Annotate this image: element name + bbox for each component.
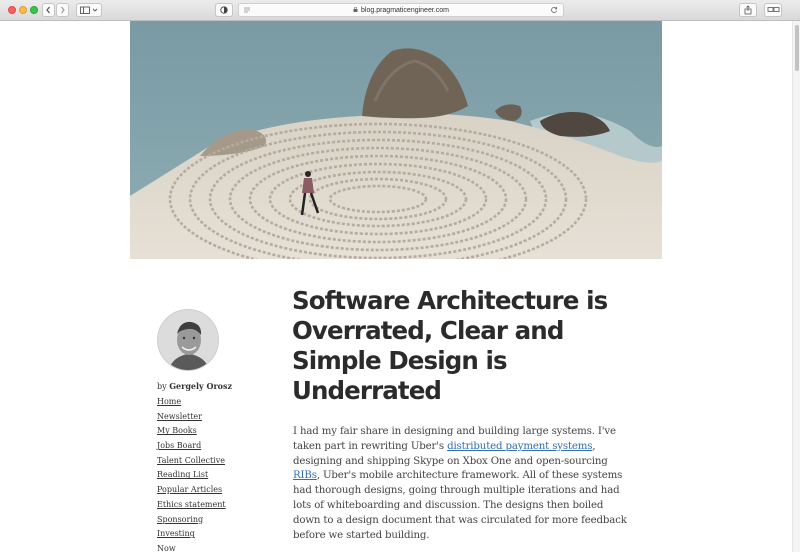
distributed-payment-systems-link[interactable]: distributed payment systems <box>447 440 593 452</box>
sidebar-nav <box>157 397 226 552</box>
share-icon <box>740 4 756 16</box>
article-paragraph <box>293 425 633 543</box>
ribs-link[interactable]: RIBs <box>293 470 317 482</box>
tabs-icon <box>765 4 781 16</box>
back-button[interactable] <box>42 3 55 17</box>
lock-icon <box>353 7 358 12</box>
nav-reading-list-link[interactable]: Reading List <box>157 470 209 480</box>
page-scrollbar[interactable] <box>792 21 800 552</box>
author-avatar[interactable] <box>157 309 219 371</box>
author-name[interactable]: Gergely Orosz <box>169 381 233 391</box>
scrollbar-thumb[interactable] <box>795 25 799 71</box>
chevron-left-icon <box>43 4 54 16</box>
nav-jobs-board-link[interactable]: Jobs Board <box>157 441 202 451</box>
reader-mode-button[interactable] <box>215 3 233 17</box>
nav-popular-articles-link[interactable]: Popular Articles <box>157 485 223 495</box>
paragraph-text: I had my fair share in designing and building large systems. I've taken part in rewriting Uber's <box>293 426 616 452</box>
privacy-shield-icon <box>216 4 232 16</box>
forward-button[interactable] <box>56 3 69 17</box>
reload-icon[interactable] <box>549 4 559 16</box>
zoom-window-button[interactable] <box>30 6 38 14</box>
close-window-button[interactable] <box>8 6 16 14</box>
hero-image <box>130 21 662 259</box>
url-text: blog.pragmaticengineer.com <box>361 7 449 14</box>
paragraph-text: , Uber's mobile architecture framework. All of these systems had thorough designs, going through multiple iterations and had lots of whiteboarding and discussion. The designs then boiled down to a design document that was circulated for more feedback before we started building. <box>293 470 627 541</box>
labyrinth-photo-icon <box>130 21 662 259</box>
nav-newsletter-link[interactable]: Newsletter <box>157 411 202 421</box>
share-button[interactable] <box>739 3 757 17</box>
nav-now-link[interactable]: Now <box>157 543 176 552</box>
nav-home-link[interactable]: Home <box>157 397 182 406</box>
byline-prefix: by <box>157 382 167 391</box>
nav-my-books-link[interactable]: My Books <box>157 426 197 436</box>
nav-sponsoring-link[interactable]: Sponsoring <box>157 514 204 524</box>
address-bar[interactable] <box>238 3 564 17</box>
article-title: Software Architecture is Overrated, Clear and Simple Design is Underrated <box>292 286 608 405</box>
person-photo-icon <box>158 310 219 371</box>
sidebar-icon <box>77 4 101 16</box>
sidebar-toggle-button[interactable] <box>76 3 102 17</box>
nav-investing-link[interactable]: Investing <box>157 529 195 539</box>
nav-ethics-statement-link[interactable]: Ethics statement <box>157 499 226 509</box>
author-byline <box>157 381 232 391</box>
browser-toolbar <box>0 0 800 21</box>
minimize-window-button[interactable] <box>19 6 27 14</box>
paragraph-text: , designing and shipping Skype on Xbox One and open-sourcing <box>293 440 608 467</box>
tabs-overview-button[interactable] <box>764 3 782 17</box>
nav-talent-collective-link[interactable]: Talent Collective <box>157 455 225 465</box>
chevron-right-icon <box>57 4 68 16</box>
